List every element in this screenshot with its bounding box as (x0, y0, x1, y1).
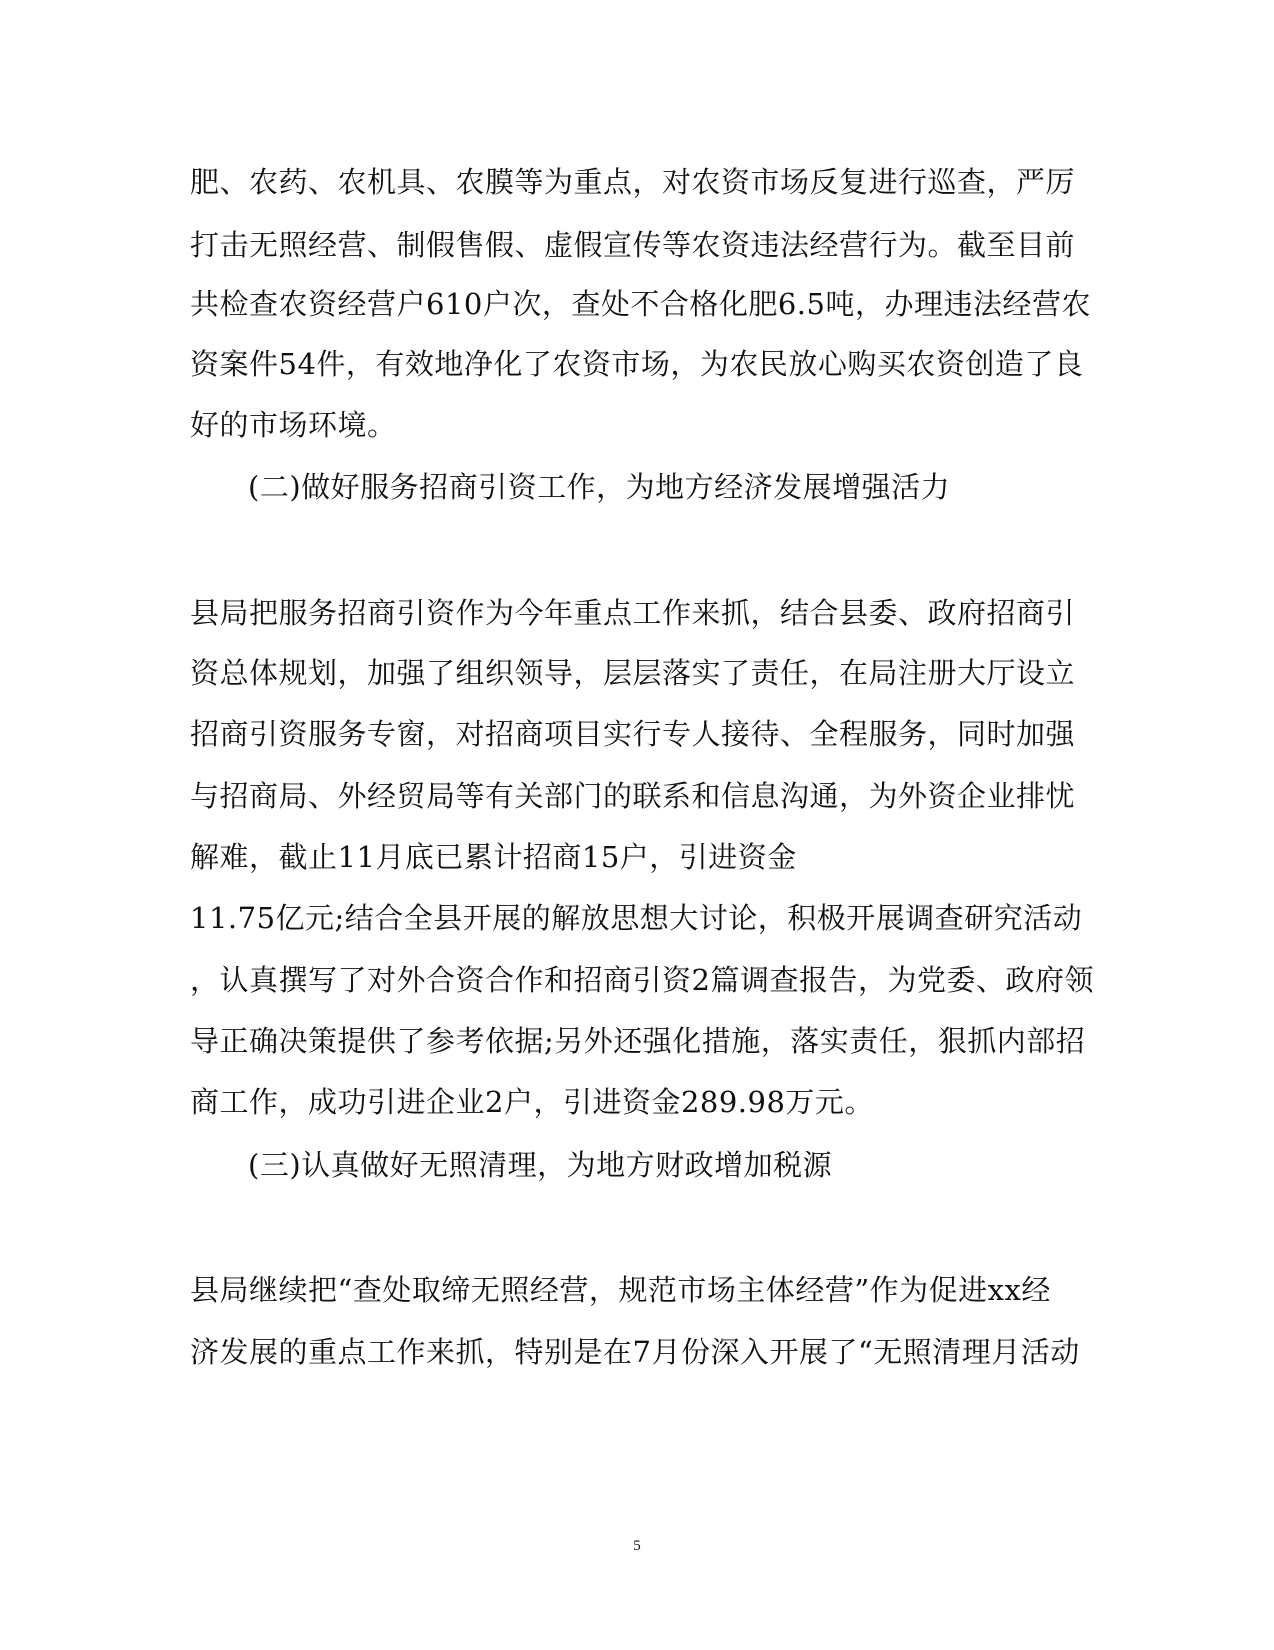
text-line: 11.75亿元;结合全县开展的解放思想大讨论，积极开展调查研究活动 (190, 901, 1083, 935)
text-line: 解难，截止11月底已累计招商15户，引进资金 (190, 840, 797, 874)
text-line: 打击无照经营、制假售假、虚假宣传等农资违法经营行为。截至目前 (190, 228, 1076, 262)
text-line: 资案件54件，有效地净化了农资市场，为农民放心购买农资创造了良 (190, 347, 1084, 381)
text-line: 与招商局、外经贸局等有关部门的联系和信息沟通，为外资企业排忧 (190, 779, 1076, 813)
text-line: 县局继续把“查处取缔无照经营，规范市场主体经营”作为促进xx经 (190, 1273, 1051, 1307)
text-line: ，认真撰写了对外合资合作和招商引资2篇调查报告，为党委、政府领 (190, 963, 1094, 997)
text-line: 济发展的重点工作来抓，特别是在7月份深入开展了“无照清理月活动 (190, 1335, 1080, 1369)
text-line: 好的市场环境。 (190, 408, 397, 442)
section-heading-3: (三)认真做好无照清理，为地方财政增加税源 (248, 1148, 833, 1182)
text-line: 招商引资服务专窗，对招商项目实行专人接待、全程服务，同时加强 (190, 717, 1076, 751)
section-heading-2: (二)做好服务招商引资工作，为地方经济发展增强活力 (248, 470, 951, 504)
text-line: 共检查农资经营户610户次，查处不合格化肥6.5吨，办理违法经营农 (190, 287, 1091, 321)
text-line: 导正确决策提供了参考依据;另外还强化措施，落实责任，狠抓内部招 (190, 1024, 1086, 1058)
page-number: 5 (633, 1538, 641, 1554)
text-line: 县局把服务招商引资作为今年重点工作来抓，结合县委、政府招商引 (190, 596, 1076, 630)
text-line: 资总体规划，加强了组织领导，层层落实了责任，在局注册大厅设立 (190, 656, 1076, 690)
text-line: 肥、农药、农机具、农膜等为重点，对农资市场反复进行巡查，严厉 (190, 165, 1076, 199)
text-line: 商工作，成功引进企业2户，引进资金289.98万元。 (190, 1085, 874, 1119)
